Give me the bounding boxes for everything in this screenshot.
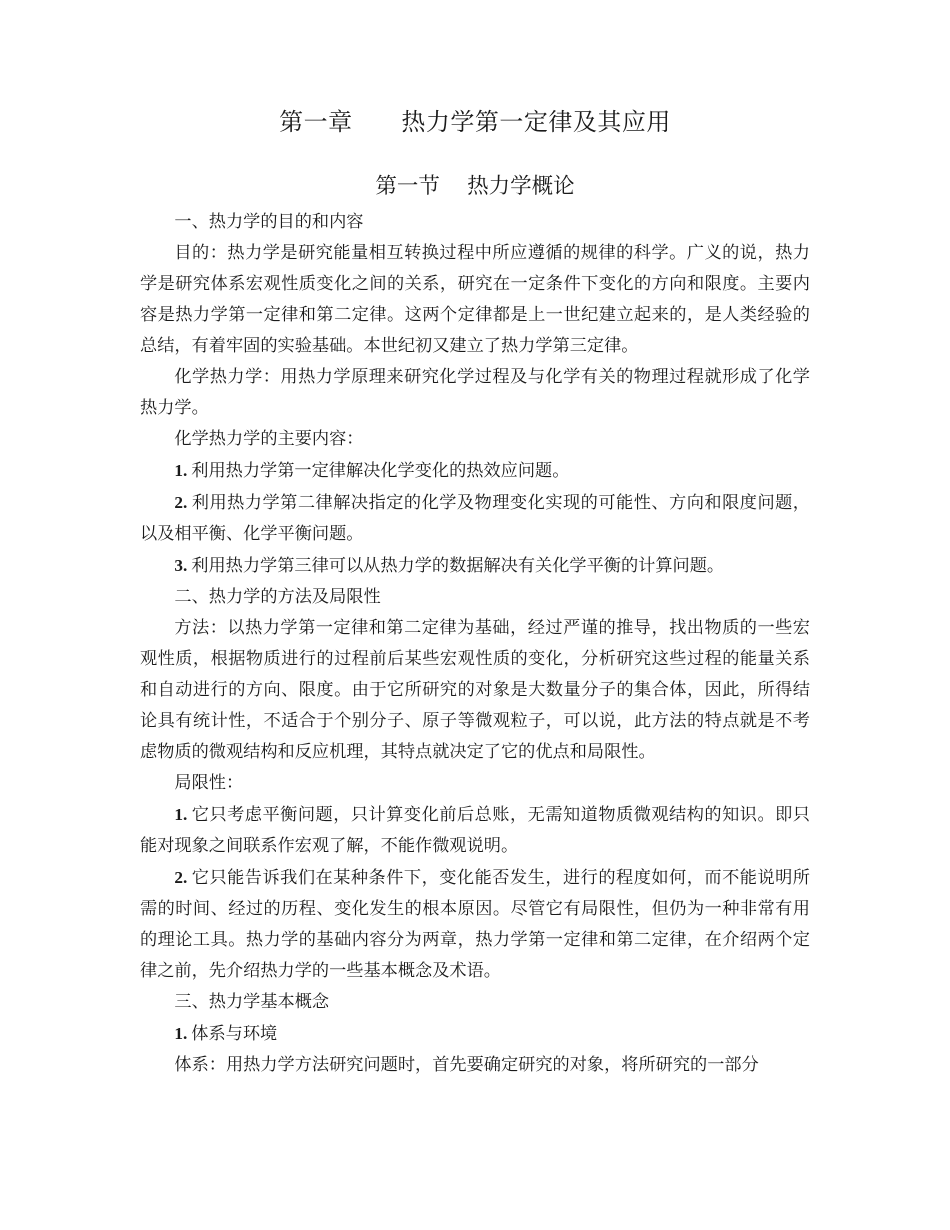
paragraph-system: 体系：用热力学方法研究问题时，首先要确定研究的对象，将所研究的一部分	[174, 1055, 759, 1075]
chapter-title: 第一章 热力学第一定律及其应用	[279, 108, 671, 136]
section-title: 第一节 热力学概论	[375, 174, 575, 199]
paragraph-purpose: 目的：热力学是研究能量相互转换过程中所应遵循的规律的科学。广义的说，热力学是研究体系宏观性质变化之间的关系，研究在一定条件下变化的方向和限度。主要内容是热力学第一定律和第二定律。这两个定律都是上一世纪建立起来的，是人类经验的总结，有着牢固的实验基础。本世纪初又建立了热力学第三定律。	[140, 243, 810, 356]
list-item-text: 它只考虑平衡问题，只计算变化前后总账，无需知道物质微观结构的知识。即只能对现象之间联系作宏观了解，不能作微观说明。	[140, 805, 810, 856]
list-item-text: 利用热力学第二律解决指定的化学及物理变化实现的可能性、方向和限度问题，以及相平衡、化学平衡问题。	[140, 493, 810, 544]
list-item-content-3	[140, 550, 810, 582]
subheading-text: 体系与环境	[191, 1024, 278, 1044]
list-item-limitation-1	[140, 799, 810, 862]
body-text	[140, 207, 810, 1081]
list-item-limitation-2	[140, 862, 810, 987]
list-number: 2.	[174, 868, 188, 887]
paragraph-limitations-intro: 局限性：	[174, 773, 244, 793]
list-item-content-1	[140, 455, 810, 487]
list-item-text: 它只能告诉我们在某种条件下，变化能否发生，进行的程度如何，而不能说明所需的时间、经过的历程、变化发生的根本原因。尽管它有局限性，但仍为一种非常有用的理论工具。热力学的基础内容分为两章，热力学第一定律和第二定律，在介绍两个定律之前，先介绍热力学的一些基本概念及术语。	[140, 868, 810, 981]
list-number: 1.	[174, 461, 188, 480]
list-item-text: 利用热力学第三律可以从热力学的数据解决有关化学平衡的计算问题。	[191, 556, 725, 576]
list-item-content-2	[140, 487, 810, 550]
subheading-system-environment	[140, 1018, 810, 1050]
list-number: 1.	[174, 805, 188, 824]
list-item-text: 利用热力学第一定律解决化学变化的热效应问题。	[191, 461, 570, 481]
heading-method-limitations: 二、热力学的方法及局限性	[174, 587, 381, 607]
paragraph-main-content-intro: 化学热力学的主要内容：	[174, 429, 364, 449]
paragraph-method: 方法：以热力学第一定律和第二定律为基础，经过严谨的推导，找出物质的一些宏观性质，根据物质进行的过程前后某些宏观性质的变化，分析研究这些过程的能量关系和自动进行的方向、限度。由于它所研究的对象是大数量分子的集合体，因此，所得结论具有统计性，不适合于个别分子、原子等微观粒子，可以说，此方法的特点就是不考虑物质的微观结构和反应机理，其特点就决定了它的优点和局限性。	[140, 618, 810, 762]
list-number: 3.	[174, 556, 188, 575]
heading-basic-concepts: 三、热力学基本概念	[174, 992, 330, 1012]
heading-purpose-content: 一、热力学的目的和内容	[174, 212, 364, 232]
list-number: 1.	[174, 1024, 188, 1043]
list-number: 2.	[174, 493, 188, 512]
paragraph-chemical-thermodynamics: 化学热力学：用热力学原理来研究化学过程及与化学有关的物理过程就形成了化学热力学。	[140, 367, 810, 418]
